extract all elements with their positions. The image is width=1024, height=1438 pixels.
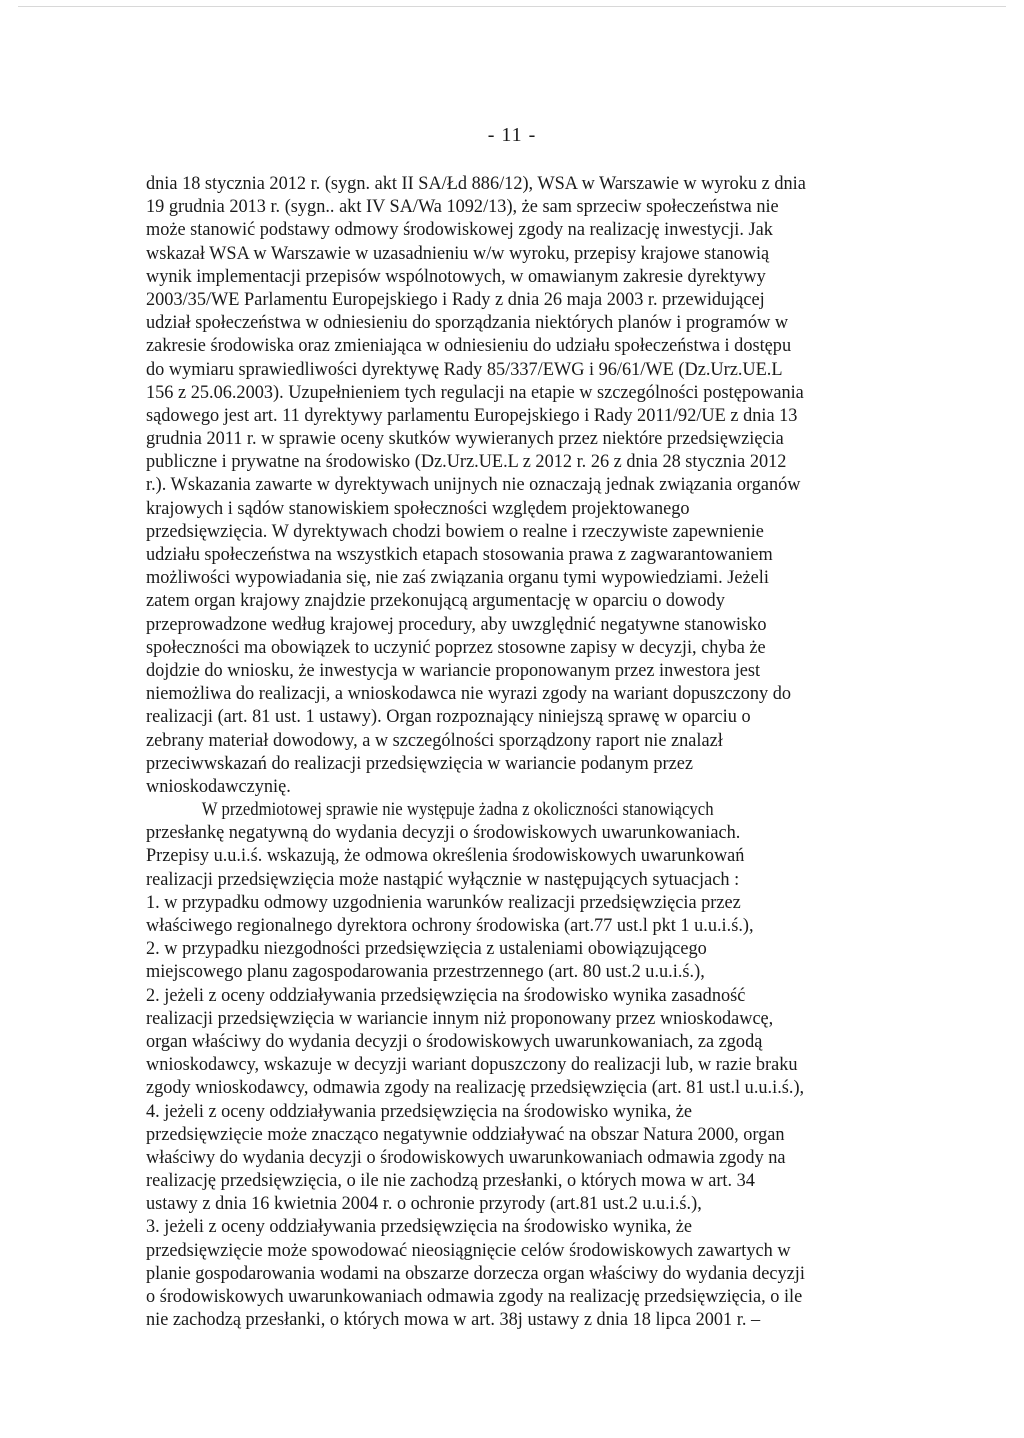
text-line: planie gospodarowania wodami na obszarze dorzecza organ właściwy do wydania decyzji — [146, 1262, 805, 1284]
text-line: przeciwwskazań do realizacji przedsięwzięcia w wariancie podanym przez — [146, 752, 693, 774]
text-line: udział społeczeństwa w odniesieniu do sporządzania niektórych planów i programów w — [146, 312, 789, 334]
text-line: 156 z 25.06.2003). Uzupełnieniem tych regulacji na etapie w szczególności postępowania — [146, 381, 804, 403]
text-line: zatem organ krajowy znajdzie przekonującą argumentację w oparciu o dowody — [146, 590, 725, 612]
text-line: udziału społeczeństwa na wszystkich etapach stosowania prawa z zagwarantowaniem — [146, 544, 773, 565]
text-line: realizacji przedsięwzięcia może nastąpić wyłącznie w następujących sytuacjach : — [146, 868, 740, 890]
text-line: publiczne i prywatne na środowisko (Dz.Urz.UE.L z 2012 r. 26 z dnia 28 stycznia 2012 — [146, 451, 787, 473]
text-line: Przepisy u.u.i.ś. wskazują, że odmowa określenia środowiskowych uwarunkowań — [146, 845, 745, 867]
text-line: niemożliwa do realizacji, a wnioskodawca nie wyrazi zgody na wariant dopuszczony do — [146, 683, 792, 705]
text-line: przesłankę negatywną do wydania decyzji o środowiskowych uwarunkowaniach. — [146, 822, 741, 844]
text-line: zgody wnioskodawcy, odmawia zgody na realizację przedsięwzięcia (art. 81 ust.l u.u.i.ś.), — [146, 1077, 805, 1099]
text-line: przedsięwzięcie może spowodować nieosiągnięcie celów środowiskowych zawartych w — [146, 1239, 791, 1261]
text-line: wynik implementacji przepisów wspólnotowych, w omawianym zakresie dyrektywy — [146, 265, 766, 287]
text-line: realizacji (art. 81 ust. 1 ustawy). Organ rozpoznający niniejszą sprawę w oparciu o — [146, 706, 751, 728]
text-line: możliwości wypowiadania się, nie zaś związania organu tymi wypowiedziami. Jeżeli — [146, 567, 769, 589]
text-line: 2. jeżeli z oceny oddziaływania przedsięwzięcia na środowisko wynika zasadność — [146, 984, 746, 1006]
text-line: wnioskodawcy, wskazuje w decyzji wariant dopuszczony do realizacji lub, w razie braku — [146, 1054, 798, 1076]
text-line: właściwego regionalnego dyrektora ochrony środowiska (art.77 ust.l pkt 1 u.u.i.ś.), — [146, 915, 754, 936]
document-body — [146, 172, 886, 1331]
text-line: dnia 18 stycznia 2012 r. (sygn. akt II SA/Łd 886/12), WSA w Warszawie w wyroku z dnia — [146, 173, 806, 194]
text-line: sądowego jest art. 11 dyrektywy parlamentu Europejskiego i Rady 2011/92/UE z dnia 13 — [146, 404, 798, 426]
text-line: zakresie środowiska oraz zmieniająca w odniesieniu do udziału społeczeństwa i dostępu — [146, 335, 792, 357]
text-line: 4. jeżeli z oceny oddziaływania przedsięwzięcia na środowisko wynika, że — [146, 1100, 693, 1122]
text-line: organ właściwy do wydania decyzji o środowiskowych uwarunkowaniach, za zgodą — [146, 1030, 763, 1052]
text-line: W przedmiotowej sprawie nie występuje żadna z okoliczności stanowiących — [201, 799, 714, 821]
text-line: 2. w przypadku niezgodności przedsięwzięcia z ustaleniami obowiązującego — [146, 938, 707, 960]
text-line: wnioskodawczynię. — [146, 775, 291, 797]
text-line: realizację przedsięwzięcia, o ile nie zachodzą przesłanki, o których mowa w art. 34 — [146, 1170, 755, 1192]
text-line: nie zachodzą przesłanki, o których mowa w art. 38j ustawy z dnia 18 lipca 2001 r. – — [146, 1309, 761, 1331]
text-line: przedsięwzięcia. W dyrektywach chodzi bowiem o realne i rzeczywiste zapewnienie — [146, 520, 764, 542]
text-line: 1. w przypadku odmowy uzgodnienia warunków realizacji przedsięwzięcia przez — [146, 891, 741, 913]
text-line: o środowiskowych uwarunkowaniach odmawia zgody na realizację przedsięwzięcia, o ile — [146, 1286, 803, 1307]
text-line: dojdzie do wniosku, że inwestycja w wariancie proponowanym przez inwestora jest — [146, 659, 761, 681]
text-line: społeczności ma obowiązek to uczynić poprzez stosowne zapisy w decyzji, chyba że — [146, 636, 766, 658]
text-line: właściwy do wydania decyzji o środowiskowych uwarunkowaniach odmawia zgody na — [146, 1146, 786, 1168]
text-line: ustawy z dnia 16 kwietnia 2004 r. o ochronie przyrody (art.81 ust.2 u.u.i.ś.), — [146, 1193, 702, 1215]
text-line: 2003/35/WE Parlamentu Europejskiego i Rady z dnia 26 maja 2003 r. przewidującej — [146, 288, 765, 310]
text-line: przedsięwzięcie może znacząco negatywnie oddziaływać na obszar Natura 2000, organ — [146, 1123, 785, 1145]
text-line: do wymiaru sprawiedliwości dyrektywę Rady 85/337/EWG i 96/61/WE (Dz.Urz.UE.L — [146, 358, 783, 380]
text-line: 3. jeżeli z oceny oddziaływania przedsięwzięcia na środowisko wynika, że — [146, 1216, 693, 1238]
text-line: r.). Wskazania zawarte w dyrektywach unijnych nie oznaczają jednak związania organów — [146, 474, 801, 496]
text-line: grudnia 2011 r. w sprawie oceny skutków wywieranych przez niektóre przedsięwzięcia — [146, 428, 784, 450]
text-line: krajowych i sądów stanowiskiem społeczności względem projektowanego — [146, 497, 690, 519]
text-line: przeprowadzone według krajowej procedury, aby uwzględnić negatywne stanowisko — [146, 613, 767, 635]
text-line: 19 grudnia 2013 r. (sygn.. akt IV SA/Wa 1092/13), że sam sprzeciw społeczeństwa nie — [146, 196, 779, 218]
text-line: miejscowego planu zagospodarowania przestrzennego (art. 80 ust.2 u.u.i.ś.), — [146, 961, 705, 983]
text-line: wskazał WSA w Warszawie w uzasadnieniu w/w wyroku, przepisy krajowe stanowią — [146, 242, 770, 264]
page-number: - 11 - — [487, 124, 537, 146]
scan-edge-line — [18, 6, 1006, 7]
text-line: może stanowić podstawy odmowy środowiskowej zgody na realizację inwestycji. Jak — [146, 219, 773, 241]
text-line: zebrany materiał dowodowy, a w szczególności sporządzony raport nie znalazł — [146, 729, 723, 751]
text-line: realizacji przedsięwzięcia w wariancie innym niż proponowany przez wnioskodawcę, — [146, 1007, 774, 1029]
